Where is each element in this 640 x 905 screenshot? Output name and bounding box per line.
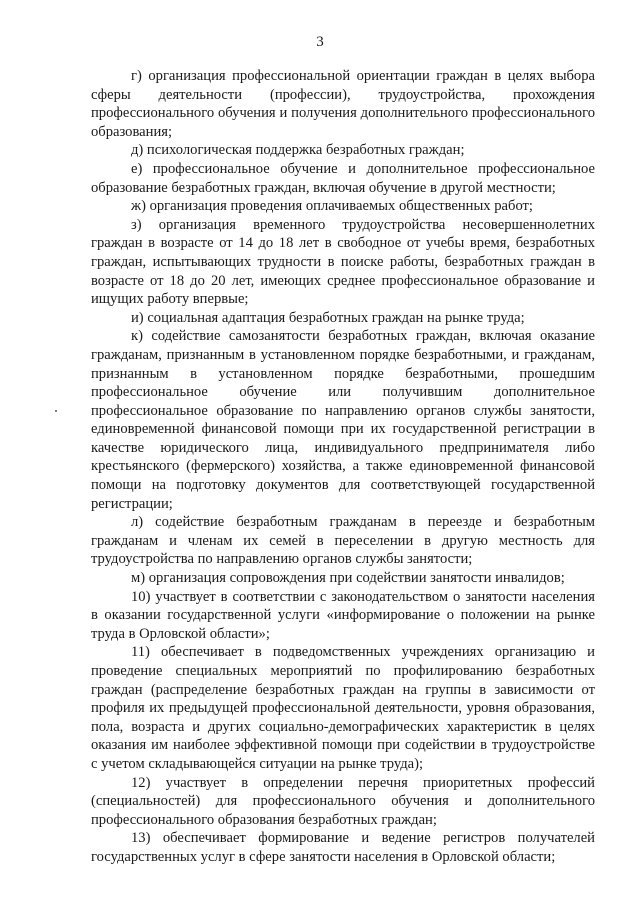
paragraph-m: м) организация сопровождения при содействии занятости инвалидов;: [131, 570, 565, 587]
page-number: 3: [316, 34, 324, 50]
paragraph-zh: ж) организация проведения оплачиваемых общественных работ;: [131, 198, 533, 215]
paragraph-12: 12) участвует в определении перечня приоритетных профессий (специальностей) для профессионального обучения и дополнительного профессионального образования безработных граждан;: [91, 774, 595, 828]
paragraph-10: 10) участвует в соответствии с законодательством о занятости населения в оказании государственной услуги «информирование о положении на рынке труда в Орловской области»;: [91, 588, 595, 642]
paragraph-l: л) содействие безработным гражданам в переезде и безработным гражданам и членам их семей в переселении в другую местность для трудоустройства по направлению органов службы занятости;: [91, 514, 595, 568]
paragraph-k: к) содействие самозанятости безработных граждан, включая оказание гражданам, признанным в установленном порядке безработными, и гражданам, признанным в установленном порядке безработными, прошедшим профессиональное обучение или получившим дополнительное профессиональное образование по направлению органов службы занятости, единовременной финансовой помощи при их государственной регистрации в качестве юридического лица, индивидуального предпринимателя либо крестьянского (фермерского) хозяйства, а также единовременной финансовой помощи на подготовку документов для соответствующей государственной регистрации;: [91, 328, 595, 512]
paragraph-g: г) организация профессиональной ориентации граждан в целях выбора сферы деятельности (профессии), трудоустройства, прохождения профессионального обучения и получения дополнительного профессионального образования;: [91, 68, 595, 140]
paragraph-13: 13) обеспечивает формирование и ведение регистров получателей государственных услуг в сфере занятости населения в Орловской области;: [91, 830, 595, 865]
paragraph-i: и) социальная адаптация безработных граждан на рынке труда;: [131, 309, 525, 326]
document-body: [91, 67, 595, 867]
paragraph-e: е) профессиональное обучение и дополнительное профессиональное образование безработных граждан, включая обучение в другой местности;: [91, 160, 595, 196]
scan-speck: [55, 410, 57, 412]
paragraph-z: з) организация временного трудоустройства несовершеннолетних граждан в возрасте от 14 до 18 лет в свободное от учебы время, безработных граждан, испытывающих трудности в поиске работы, безработных граждан в возрасте от 18 до 20 лет, имеющих среднее профессиональное образование и ищущих работу впервые;: [91, 216, 595, 308]
paragraph-d: д) психологическая поддержка безработных граждан;: [131, 142, 465, 159]
paragraph-11: 11) обеспечивает в подведомственных учреждениях организацию и проведение специальных мероприятий по профилированию безработных граждан (распределение безработных граждан на группы в зависимости от профиля их предыдущей профессиональной деятельности, уровня образования, пола, возраста и других социально-демографических характеристик в целях оказания им наиболее эффективной помощи при содействии в трудоустройстве с учетом складывающейся ситуации на рынке труда);: [91, 644, 595, 772]
